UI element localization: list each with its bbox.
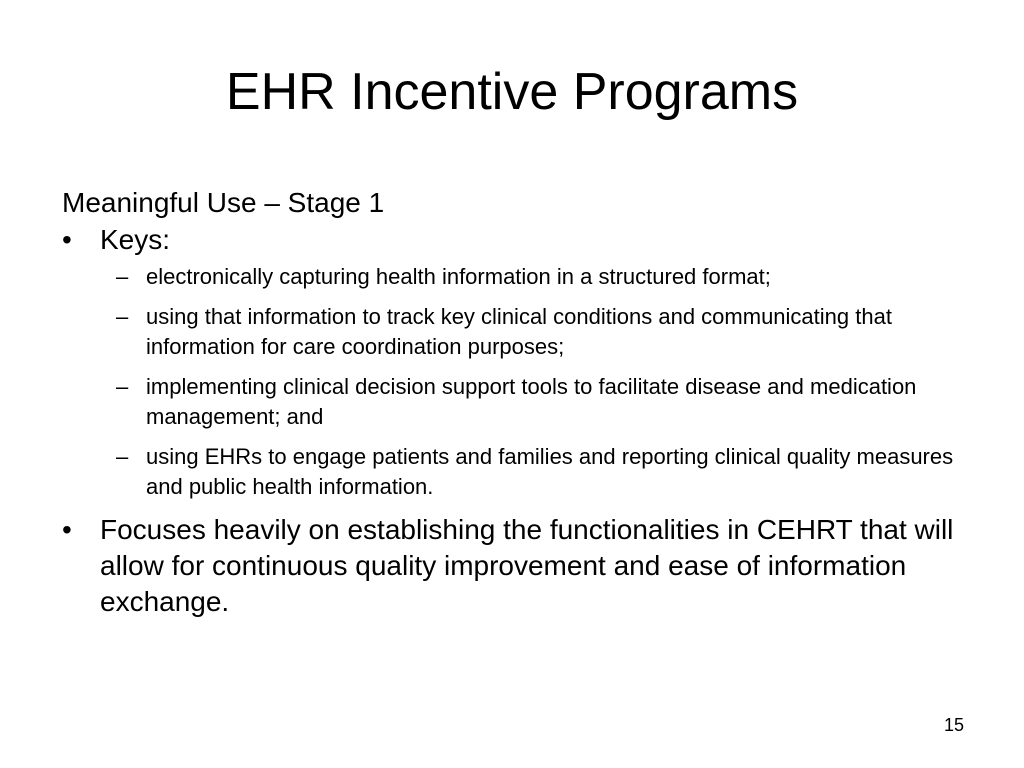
bullet-marker: • [62,224,72,255]
bullet-text: Focuses heavily on establishing the functionalities in CEHRT that will allow for continuous quality improvement and ease of information exchange. [100,514,954,617]
slide-lead: Meaningful Use – Stage 1 [62,187,385,218]
sub-bullet-text: implementing clinical decision support tools to facilitate disease and medication management; and [146,374,917,429]
bullet-text: Keys: [100,224,171,255]
sub-bullet-text: using EHRs to engage patients and families and reporting clinical quality measures and public health information. [146,444,954,499]
slide-body [62,184,962,620]
bullet-item-keys [62,222,962,258]
dash-marker: – [116,304,129,329]
sub-bullet-item [62,262,962,292]
sub-bullet-text: electronically capturing health information in a structured format; [146,264,771,289]
sub-bullet-item [62,372,962,432]
bullet-item-focus [62,512,962,620]
sub-bullet-text: using that information to track key clinical conditions and communicating that information for care coordination purposes; [146,304,892,359]
page-number: 15 [943,715,964,735]
bullet-marker: • [62,514,72,545]
slide-title: EHR Incentive Programs [225,63,799,121]
dash-marker: – [116,264,129,289]
dash-marker: – [116,374,129,399]
sub-bullet-item [62,442,962,502]
sub-bullet-item [62,302,962,362]
sub-bullet-list [62,262,962,502]
dash-marker: – [116,444,129,469]
